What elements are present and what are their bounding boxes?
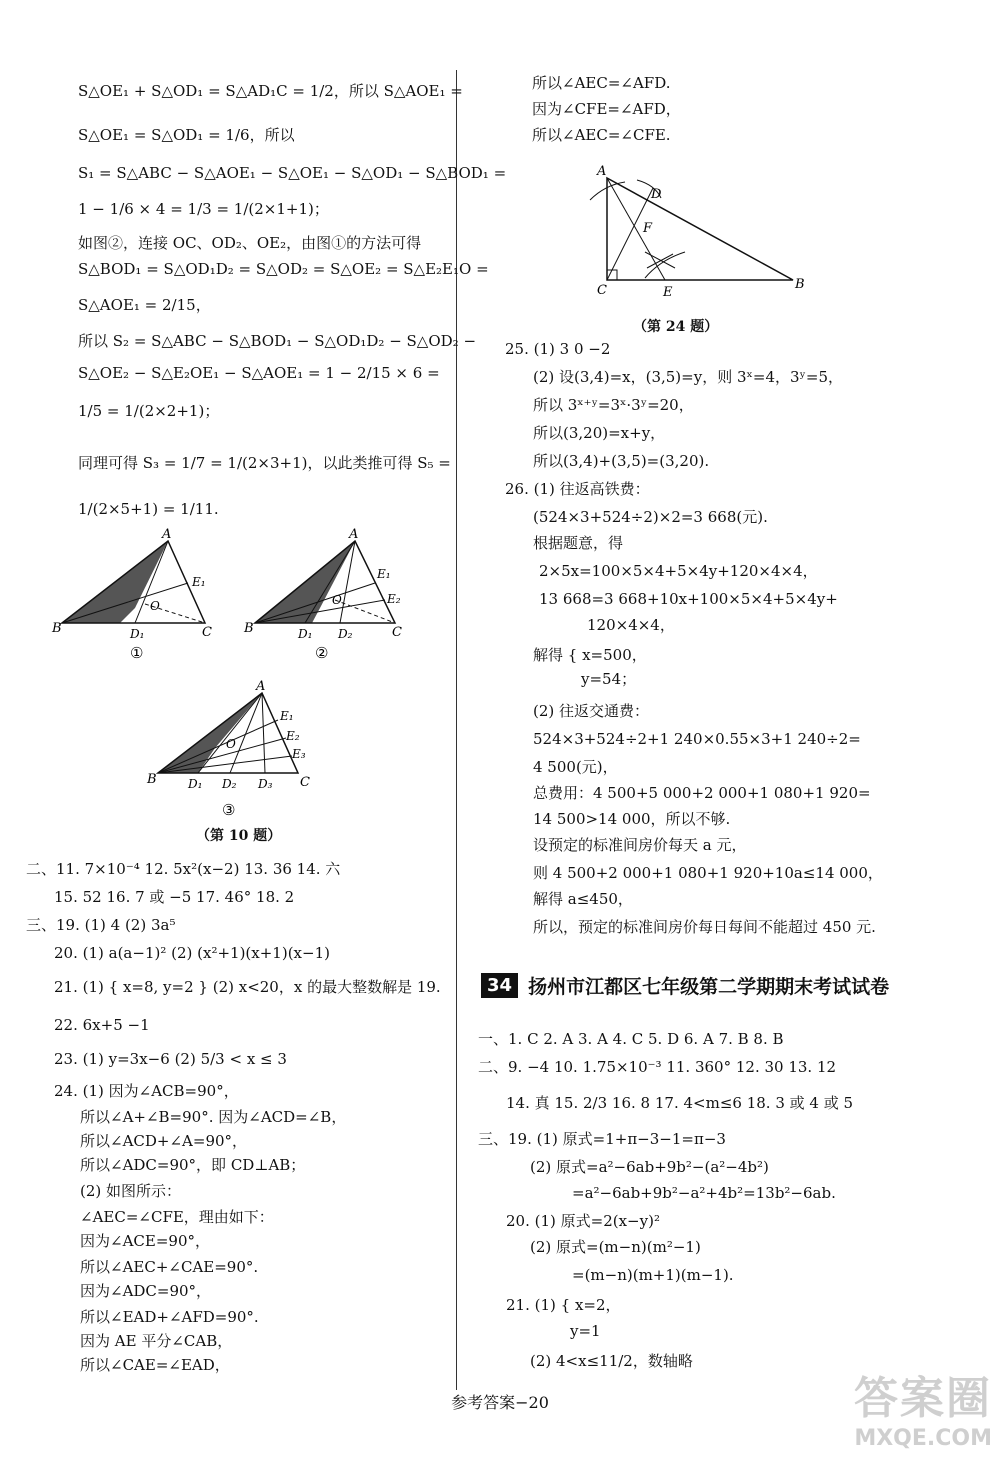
svg-text:E₁: E₁ (192, 575, 206, 589)
answer-line: (2) 如图所示： (80, 1182, 182, 1200)
answer-line: 解得 a≤450， (533, 890, 633, 908)
svg-text:C: C (300, 775, 310, 790)
fig-label: ③ (222, 801, 236, 819)
answer-line: (524×3+524÷2)×2=3 668(元). (533, 508, 768, 526)
text-line: 1 − 1/6 × 4 = 1/3 = 1/(2×1+1)； (78, 200, 329, 218)
text-line: 1/5 = 1/(2×2+1)； (78, 402, 220, 420)
text-line: 所以∠AEC=∠CFE. (532, 126, 671, 144)
answer-line: y=1 (570, 1322, 601, 1340)
answer-line: 总费用：4 500+5 000+2 000+1 080+1 920= (533, 784, 871, 802)
answer-line: 524×3+524÷2+1 240×0.55×3+1 240÷2= (533, 730, 861, 748)
answer-line: 所以∠CAE=∠EAD， (80, 1356, 230, 1374)
svg-text:E₂: E₂ (387, 592, 401, 606)
svg-text:B: B (52, 621, 62, 636)
answer-line: 二、11. 7×10⁻⁴ 12. 5x²(x−2) 13. 36 14. 六 (26, 860, 341, 878)
answer-line: 120×4×4， (587, 616, 675, 634)
text-line: 1/(2×5+1) = 1/11. (78, 500, 219, 518)
answer-line: (2) 设(3,4)=x，(3,5)=y，则 3ˣ=4，3ʸ=5， (533, 368, 843, 386)
answer-line: 三、19. (1) 4 (2) 3a⁵ (26, 916, 176, 934)
answer-line: 26. (1) 往返高铁费： (505, 480, 650, 498)
svg-text:D₃: D₃ (258, 777, 273, 791)
answer-line: (2) 原式=(m−n)(m²−1) (530, 1238, 701, 1256)
answer-line: (2) 原式=a²−6ab+9b²−(a²−4b²) (530, 1158, 769, 1176)
figure-24 (585, 160, 815, 310)
text-line: S△OE₁ + S△OD₁ = S△AD₁C = 1/2，所以 S△AOE₁ = (78, 82, 463, 100)
svg-text:E₁: E₁ (377, 567, 391, 581)
answer-line: 所以，预定的标准间房价每日每间不能超过 450 元. (533, 918, 876, 936)
answer-line: 所以 3ˣ⁺ʸ=3ˣ·3ʸ=20， (533, 396, 694, 414)
answer-line: 4 500(元)， (533, 758, 618, 776)
svg-text:D₁: D₁ (130, 627, 145, 641)
triangle-3 (146, 679, 310, 791)
page-footer: 参考答案−20 (451, 1393, 549, 1412)
figure-10 (50, 528, 450, 848)
answer-line: 24. (1) 因为∠ACB=90°， (54, 1082, 239, 1100)
svg-text:A: A (597, 164, 607, 179)
watermark-url: MXQE.COM (854, 1426, 992, 1451)
svg-text:E: E (663, 285, 673, 300)
answer-line: 所以∠AEC+∠CAE=90°. (80, 1258, 259, 1276)
triangle-diagrams (50, 528, 450, 848)
answer-line: 所以∠EAD+∠AFD=90°. (80, 1308, 259, 1326)
svg-text:E₁: E₁ (280, 709, 294, 723)
triangle-2 (243, 528, 402, 641)
fig-label: ① (130, 644, 144, 662)
text-line: 所以 S₂ = S△ABC − S△BOD₁ − S△OD₁D₂ − S△OD₂ − (78, 332, 477, 350)
watermark-logo (854, 1362, 992, 1451)
svg-text:B: B (795, 277, 805, 292)
answer-line: 25. (1) 3 0 −2 (505, 340, 611, 358)
svg-text:C: C (392, 625, 402, 640)
text-line: S△OE₂ − S△E₂OE₁ − S△AOE₁ = 1 − 2/15 × 6 = (78, 364, 440, 382)
answer-line: 23. (1) y=3x−6 (2) 5/3 < x ≤ 3 (54, 1050, 287, 1068)
answer-line: =a²−6ab+9b²−a²+4b²=13b²−6ab. (572, 1184, 836, 1202)
text-line: S₁ = S△ABC − S△AOE₁ − S△OE₁ − S△OD₁ − S△BOD₁ = (78, 164, 507, 182)
svg-text:D: D (651, 187, 662, 202)
text-line: S△BOD₁ = S△OD₁D₂ = S△OD₂ = S△OE₂ = S△E₂E₁O = (78, 260, 489, 278)
answer-line: (2) 往返交通费： (533, 702, 650, 720)
answer-line: 所以∠ADC=90°，即 CD⊥AB； (80, 1156, 306, 1174)
svg-text:A: A (162, 528, 172, 542)
answer-line: 20. (1) 原式=2(x−y)² (506, 1212, 660, 1230)
svg-text:F: F (643, 221, 653, 236)
watermark-text: 答案圈 (854, 1373, 992, 1424)
answer-line: =(m−n)(m+1)(m−1). (572, 1266, 734, 1284)
svg-text:O: O (332, 593, 342, 607)
text-line: S△OE₁ = S△OD₁ = 1/6，所以 (78, 126, 295, 144)
fig-label: ② (315, 644, 329, 662)
answer-line: 所以(3,4)+(3,5)=(3,20). (533, 452, 710, 470)
answer-line: 所以∠A+∠B=90°. 因为∠ACD=∠B， (80, 1108, 347, 1126)
answer-line: 根据题意，得 (533, 534, 624, 552)
answer-line: 所以∠ACD+∠A=90°， (80, 1132, 248, 1150)
answer-line: 2×5x=100×5×4+5×4y+120×4×4， (539, 562, 818, 580)
svg-text:D₂: D₂ (222, 777, 237, 791)
svg-text:O: O (150, 599, 160, 613)
answer-line: 22. 6x+5 −1 (54, 1016, 150, 1034)
answer-line: 因为∠ADC=90°， (80, 1282, 212, 1300)
svg-text:E₃: E₃ (292, 747, 306, 761)
text-line: 因为∠CFE=∠AFD， (532, 100, 681, 118)
section-heading (481, 968, 889, 1002)
section-number-badge: 34 (481, 973, 518, 998)
text-line: 所以∠AEC=∠AFD. (532, 74, 671, 92)
answer-line: ∠AEC=∠CFE，理由如下： (80, 1208, 274, 1226)
answer-line: 则 4 500+2 000+1 080+1 920+10a≤14 000， (533, 864, 883, 882)
answer-line: 15. 52 16. 7 或 −5 17. 46° 18. 2 (54, 888, 295, 906)
svg-text:B: B (244, 621, 254, 636)
answer-line: 20. (1) a(a−1)² (2) (x²+1)(x+1)(x−1) (54, 944, 330, 962)
answer-line: 13 668=3 668+10x+100×5×4+5×4y+ (539, 590, 838, 608)
figure-caption: （第 10 题） (196, 828, 282, 844)
answer-line: 一、1. C 2. A 3. A 4. C 5. D 6. A 7. B 8. B (478, 1030, 784, 1048)
answer-line: 所以(3,20)=x+y， (533, 424, 666, 442)
svg-text:B: B (147, 772, 157, 787)
answer-line: 设预定的标准间房价每天 a 元， (533, 836, 747, 854)
svg-text:D₁: D₁ (188, 777, 203, 791)
figure-caption: （第 24 题） (633, 319, 719, 335)
right-triangle-diagram (585, 160, 815, 310)
answer-line: 解得 { x=500， (533, 646, 647, 664)
svg-text:D₂: D₂ (338, 627, 353, 641)
svg-text:C: C (597, 283, 607, 298)
svg-text:E₂: E₂ (286, 729, 300, 743)
answer-line: 因为∠ACE=90°， (80, 1232, 210, 1250)
svg-text:C: C (202, 625, 212, 640)
triangle-1 (51, 528, 212, 641)
answer-line: 14 500>14 000，所以不够. (533, 810, 731, 828)
svg-text:D₁: D₁ (298, 627, 313, 641)
section-title: 扬州市江都区七年级第二学期期末考试试卷 (528, 975, 890, 998)
svg-text:A: A (349, 528, 359, 542)
answer-line: 二、9. −4 10. 1.75×10⁻³ 11. 360° 12. 30 13. 12 (478, 1058, 837, 1076)
answer-line: 21. (1) { x=2， (506, 1296, 621, 1314)
text-line: S△AOE₁ = 2/15， (78, 296, 211, 314)
answer-line: 因为 AE 平分∠CAB， (80, 1332, 233, 1350)
text-line: 如图②，连接 OC、OD₂、OE₂，由图①的方法可得 (78, 234, 422, 252)
text-line: 同理可得 S₃ = 1/7 = 1/(2×3+1)，以此类推可得 S₅ = (78, 454, 451, 472)
svg-text:A: A (256, 679, 266, 694)
answer-line: (2) 4<x≤11/2，数轴略 (530, 1352, 693, 1370)
answer-line: 21. (1) { x=8, y=2 } (2) x<20，x 的最大整数解是 19. (54, 978, 441, 996)
answer-line: 14. 真 15. 2/3 16. 8 17. 4<m≤6 18. 3 或 4 或 5 (506, 1094, 854, 1112)
answer-line: y=54； (581, 670, 637, 688)
answer-line: 三、19. (1) 原式=1+π−3−1=π−3 (478, 1130, 726, 1148)
svg-text:O: O (226, 737, 236, 751)
